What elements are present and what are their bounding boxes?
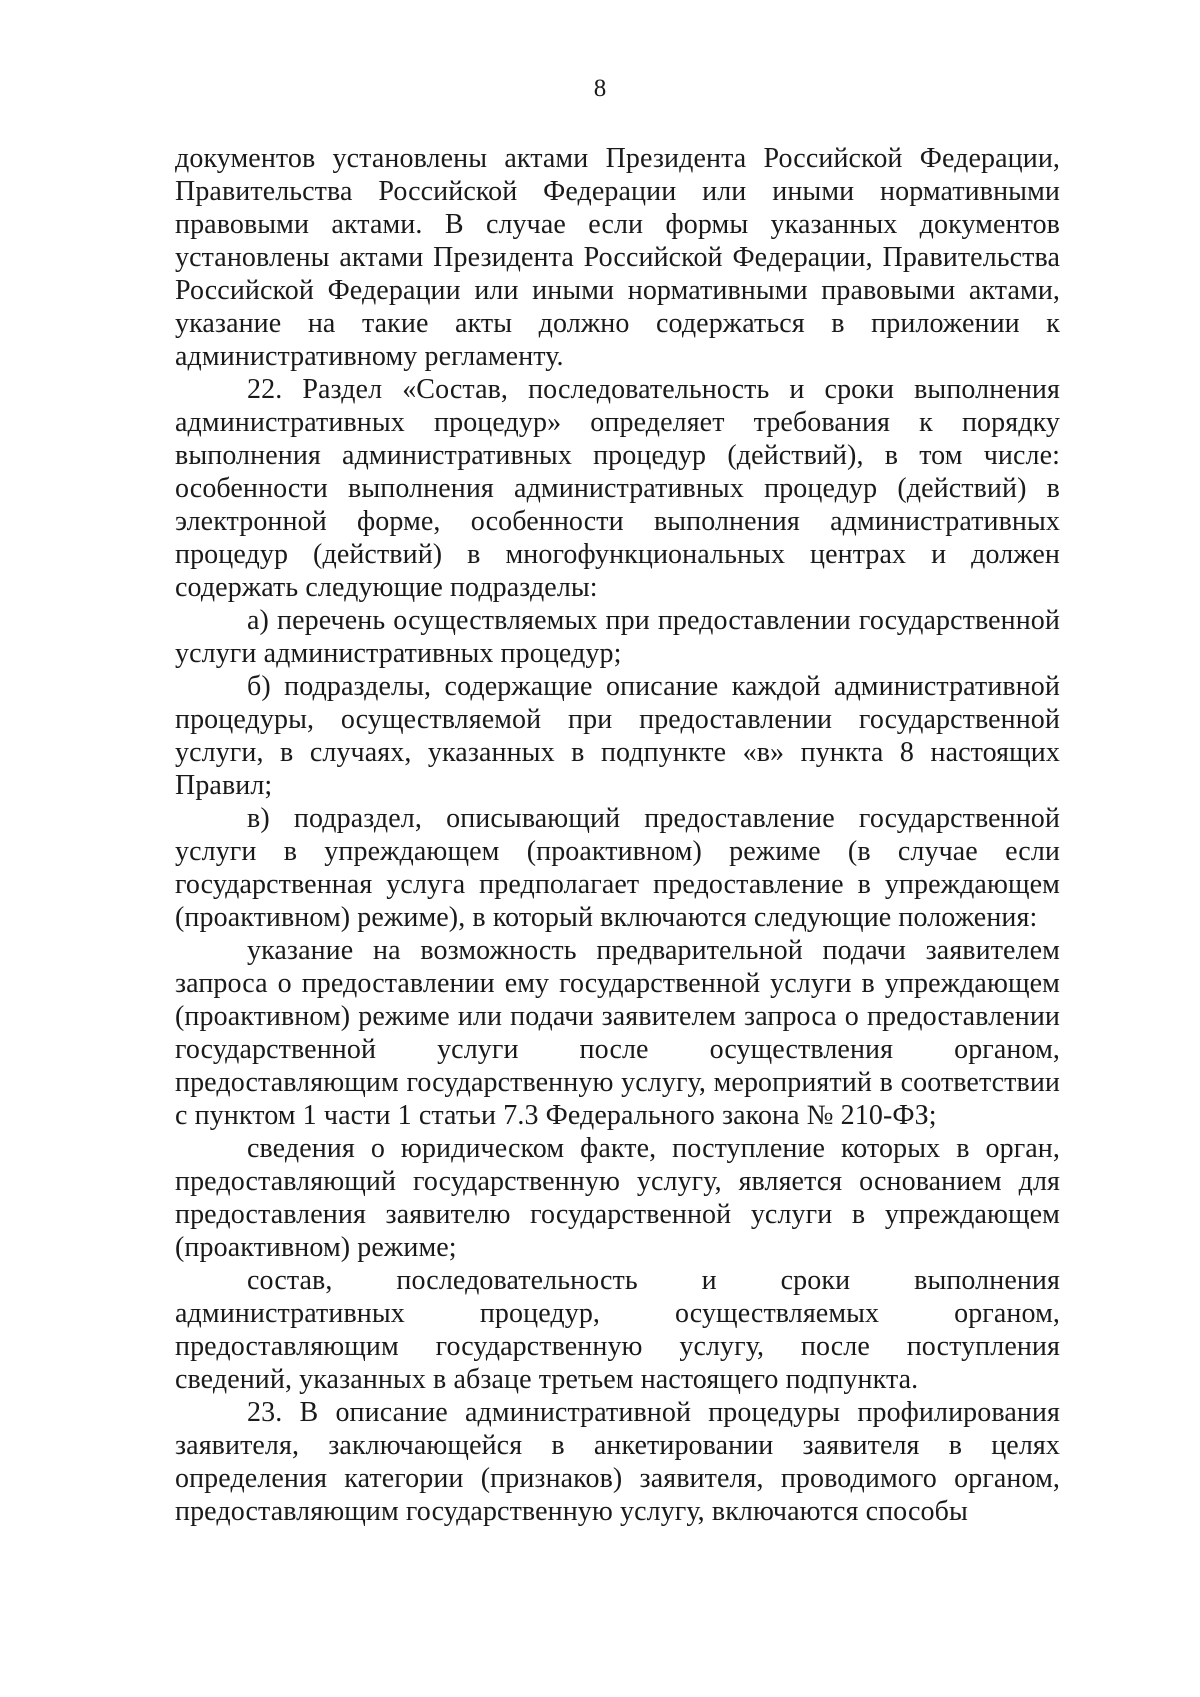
- paragraph-item-23: 23. В описание административной процедуры профилирования заявителя, заключающейся в анкетировании заявителя в целях определения категории (признаков) заявителя, проводимого органом, предоставляющим государственную услугу, включаются способы: [175, 1397, 1060, 1527]
- document-body: [175, 142, 1060, 1528]
- paragraph-item-22: 22. Раздел «Состав, последовательность и сроки выполнения административных процедур» определяет требования к порядку выполнения административных процедур (действий), в том числе: особенности выполнения административных процедур (действий) в электронной форме, особенности выполнения административных процедур (действий) в многофункциональных центрах и должен содержать следующие подразделы:: [175, 374, 1060, 603]
- paragraph-subitem-v: в) подраздел, описывающий предоставление государственной услуги в упреждающем (проактивном) режиме (в случае если государственная услуга предполагает предоставление в упреждающем (проактивном) режиме), в который включаются следующие положения:: [175, 803, 1060, 933]
- paragraph-subitem-b: б) подразделы, содержащие описание каждой административной процедуры, осуществляемой при предоставлении государственной услуги, в случаях, указанных в подпункте «в» пункта 8 настоящих Правил;: [175, 671, 1060, 801]
- paragraph-continuation: документов установлены актами Президента Российской Федерации, Правительства Российской Федерации или иными нормативными правовыми актами. В случае если формы указанных документов установлены актами Президента Российской Федерации, Правительства Российской Федерации или иными нормативными правовыми актами, указание на такие акты должно содержаться в приложении к административному регламенту.: [175, 143, 1060, 372]
- paragraph-provision-2: сведения о юридическом факте, поступление которых в орган, предоставляющий государственную услугу, является основанием для предоставления заявителю государственной услуги в упреждающем (проактивном) режиме;: [175, 1133, 1060, 1263]
- paragraph-provision-3: состав, последовательность и сроки выполнения административных процедур, осуществляемых органом, предоставляющим государственную услугу, после поступления сведений, указанных в абзаце третьем настоящего подпункта.: [175, 1265, 1060, 1395]
- page-number: 8: [593, 75, 607, 102]
- paragraph-subitem-a: а) перечень осуществляемых при предоставлении государственной услуги административных процедур;: [175, 605, 1060, 669]
- paragraph-provision-1: указание на возможность предварительной подачи заявителем запроса о предоставлении ему государственной услуги в упреждающем (проактивном) режиме или подачи заявителем запроса о предоставлении государственной услуги после осуществления органом, предоставляющим государственную услугу, мероприятий в соответствии с пунктом 1 части 1 статьи 7.3 Федерального закона № 210-ФЗ;: [175, 935, 1060, 1131]
